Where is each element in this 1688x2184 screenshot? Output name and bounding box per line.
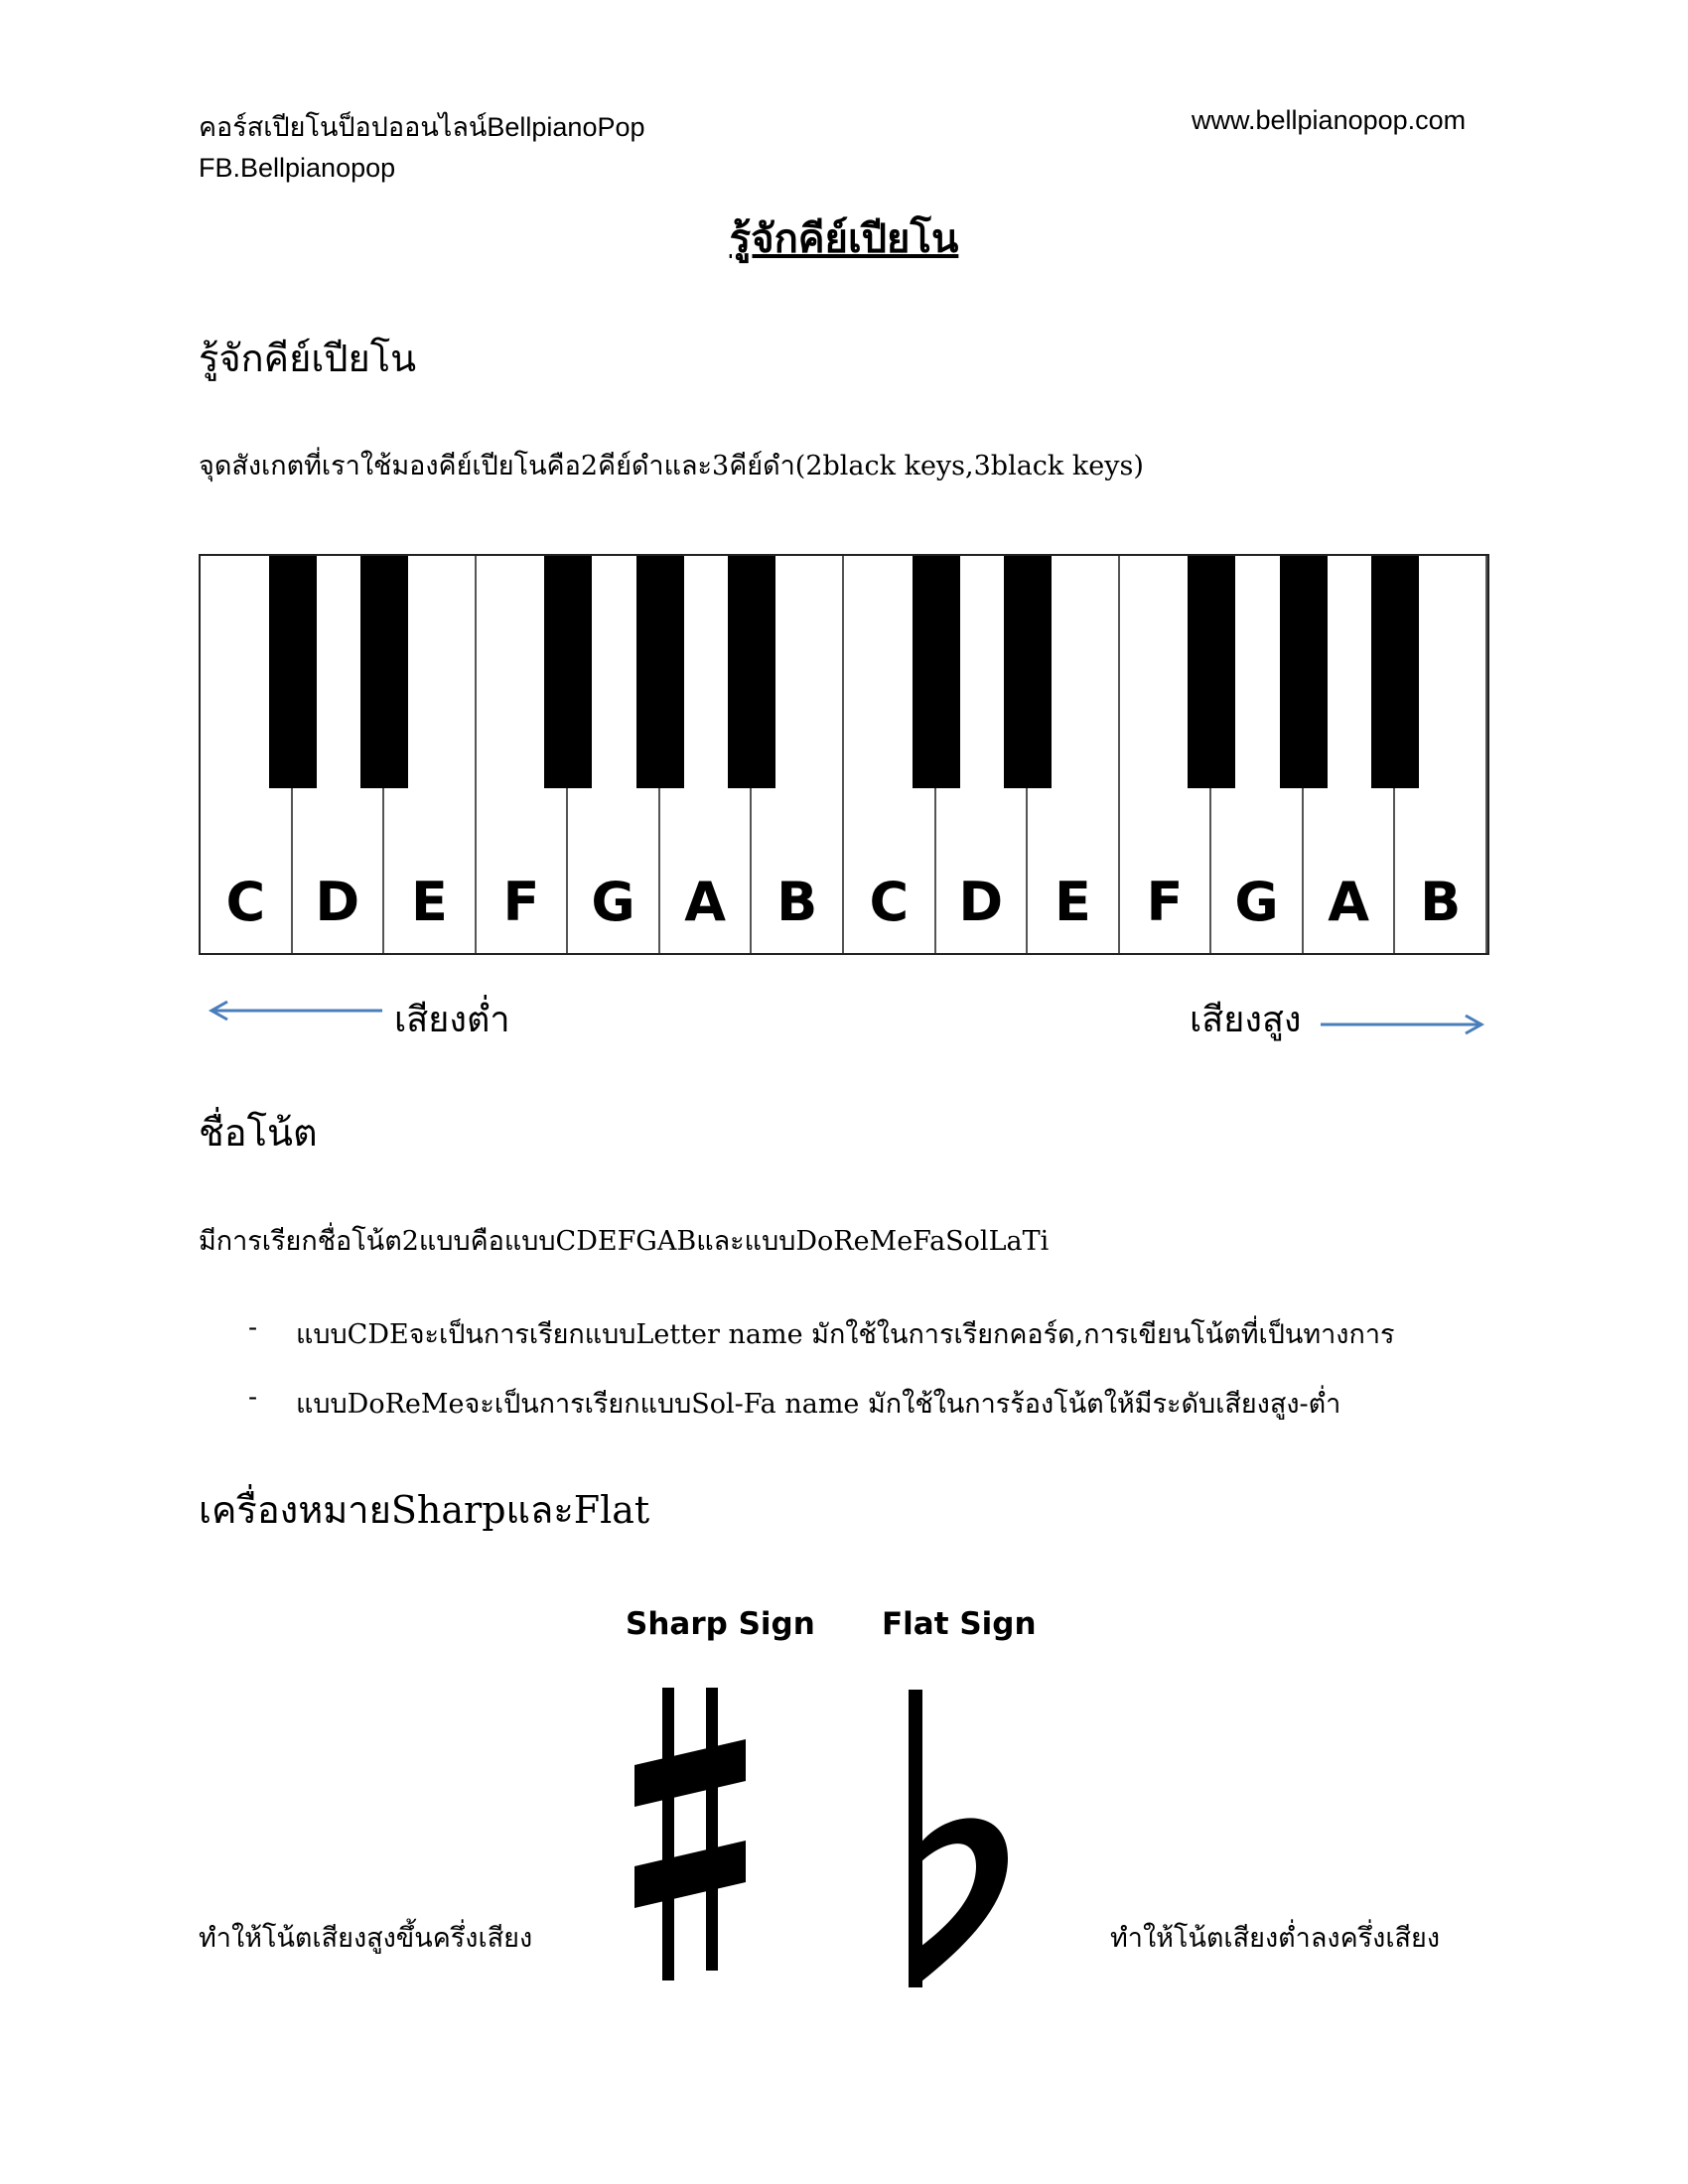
white-key-label: A [1328,871,1370,933]
arrow-left-icon [204,999,382,1023]
high-pitch-label: เสียงสูง [1190,1000,1302,1040]
section-heading-sharp-flat: เครื่องหมายSharpและFlat [199,1488,650,1532]
piano-keyboard [199,554,1489,955]
bullet-solfa-name: แบบDoReMeจะเป็นการเรียกแบบSol-Fa name มักใช้ในการร้องโน้ตให้มีระดับเสียงสูง-ต่ำ [296,1389,1341,1420]
white-key-label: E [410,871,448,933]
black-key[interactable] [1371,556,1419,788]
flat-sign-icon [899,1690,1018,1987]
sharp-sign-icon [631,1688,750,1985]
white-key-label: F [502,871,540,933]
sharp-description: ทำให้โน้ตเสียงสูงขึ้นครึ่งเสียง [199,1923,533,1954]
white-key-label: F [1146,871,1184,933]
black-key[interactable] [913,556,960,788]
black-key[interactable] [1280,556,1328,788]
white-key-label: G [1234,871,1279,933]
black-key[interactable] [1004,556,1052,788]
white-key-label: B [1420,871,1462,933]
sharp-sign-label: Sharp Sign [626,1606,815,1642]
flat-description: ทำให้โน้ตเสียงต่ำลงครึ่งเสียง [1110,1923,1441,1954]
bullet-letter-name: แบบCDEจะเป็นการเรียกแบบLetter name มักใช้ในการเรียกคอร์ด,การเขียนโน้ตที่เป็นทางการ [296,1319,1395,1350]
white-key-label: G [591,871,635,933]
black-key[interactable] [360,556,408,788]
black-key[interactable] [636,556,684,788]
header-facebook[interactable]: FB.Bellpianopop [199,153,396,183]
section-text-keys: จุดสังเกตที่เราใช้มองคีย์เปียโนคือ2คีย์ดำและ3คีย์ดำ(2black keys,3black keys) [199,451,1144,481]
white-key-label: E [1054,871,1091,933]
page-title: รู้จักคีย์เปียโน [729,216,959,262]
header-website[interactable]: www.bellpianopop.com [1192,105,1467,135]
white-key-label: D [958,871,1004,933]
white-key-label: C [225,871,266,933]
black-key[interactable] [1188,556,1235,788]
black-key[interactable] [728,556,775,788]
bullet-dash: - [248,1312,258,1343]
white-key-label: B [776,871,818,933]
black-key[interactable] [544,556,592,788]
section-text-note-names: มีการเรียกชื่อโน้ต2แบบคือแบบCDEFGABและแบบDoReMeFaSolLaTi [199,1226,1050,1257]
white-key-label: C [869,871,910,933]
low-pitch-label: เสียงต่ำ [394,1000,510,1040]
flat-sign-label: Flat Sign [882,1606,1037,1642]
bullet-dash: - [248,1382,258,1413]
section-heading-keys: รู้จักคีย์เปียโน [199,337,417,380]
section-heading-note-names: ชื่อโน้ต [199,1111,318,1155]
header-course-name: คอร์สเปียโนป็อปออนไลน์BellpianoPop [199,112,645,142]
white-key-label: A [684,871,727,933]
arrow-right-icon [1321,1013,1489,1036]
black-key[interactable] [269,556,317,788]
white-key-label: D [315,871,360,933]
